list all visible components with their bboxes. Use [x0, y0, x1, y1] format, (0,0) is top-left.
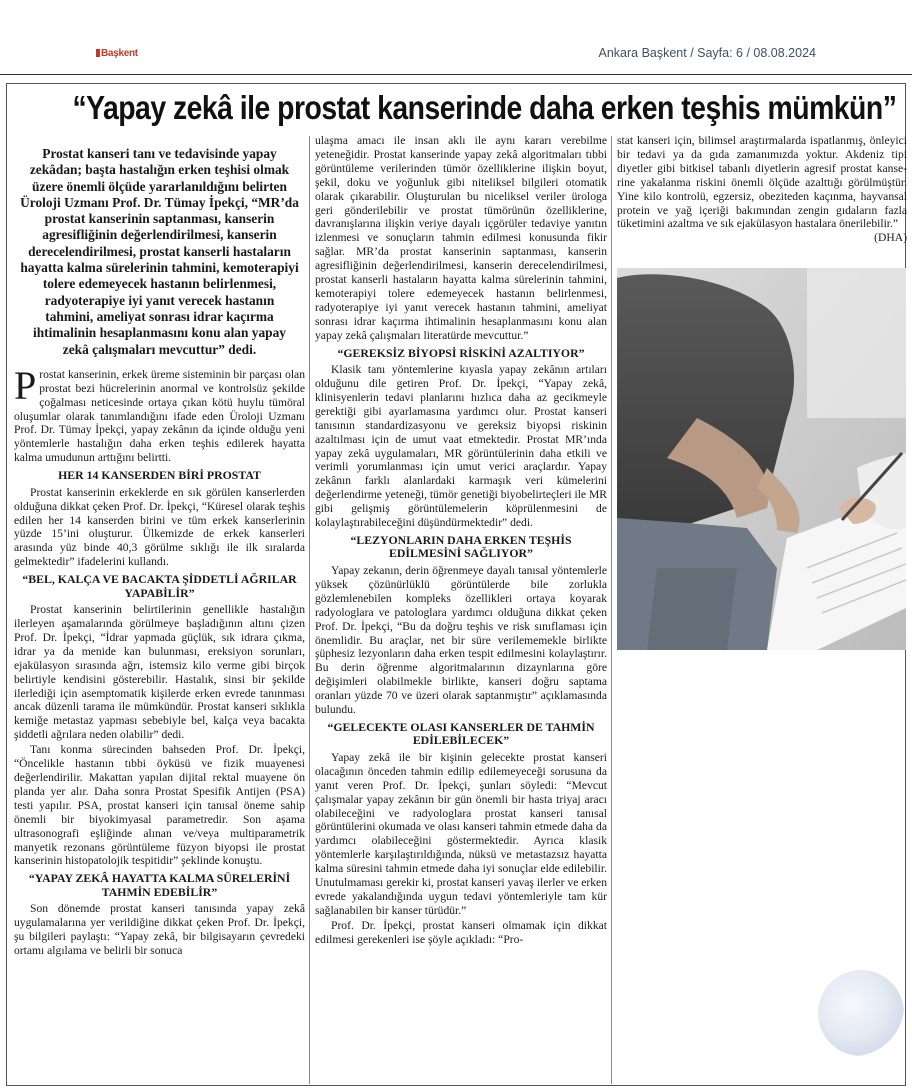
article-column-3	[617, 134, 907, 245]
article-headline: “Yapay zekâ ile prostat kanserinde daha erken teşhis mümkün”	[72, 89, 897, 126]
subheading: “GELECEKTE OLASI KANSERLER DE TAHMİN EDİLEBİLECEK”	[327, 719, 595, 748]
watermark-orb	[818, 970, 904, 1056]
body-paragraph: ulaşma amacı ile insan aklı ile aynı kararı verebilme yeteneğidir. Prostat kanserinde yapay zekâ algoritmaları tıbbi görüntüleme verilerinden tümör özelliklerine ilişkin boyut, şekil, doku ve yoğunluk gibi niteliksel bilgileri otomatik olarak çıkarabilir. Oluşturulan bu niceliksel veriler ürologa geri gönderilebilir ve prostat tümörünün özelliklerine, davranışlarına ilişkin veriye dayalı içgörüler tedaviye yanıtın izlenmesi ve sonuçların tahmin edilmesi konusunda fikir sağlar. MR’da prostat kanserinin saptanması, kanserin agresifliğinin değerlendirilmesi, kanserin derecelendirilmesi, prostat kanserli hastaların hayatta kalma sürelerinin tahmini, kemoterapiyi tolere edemeyecek hastanın belirlenmesi, radyoterapiye iyi yanıt verecek hastanın tahmini, ameliyat sonrası idrar kaçırma ihtimalinin hesaplanmasını konu alan yapay zekâ çalışmaları literatürde mevcuttur.”	[315, 134, 607, 342]
subheading: HER 14 KANSERDEN BİRİ PROSTAT	[58, 468, 261, 483]
article-column-2	[315, 134, 607, 948]
body-paragraph: Tanı konma sürecinden bahseden Prof. Dr. İpekçi, “Öncelikle hastanın tıbbi öyküsü ve fizik muayenesi değerlendirilir. Makattan yapılan dijital rektal muayene ön planda yer alır. Daha sonra Prostat Spesifik Antijen (PSA) testi yapılır. PSA, prostat kanseri için tanısal öneme sahip önemli bir biyokimyasal parametredir. Son aşama ultrasonografi eşliğinde alınan ve/veya multiparametrik manyetik rezonans görüntüleme füzyon biyopsi ile prostat kanserinin histopatolojik tespitidir” şeklinde konuştu.	[14, 743, 305, 868]
intro-text: rostat kanserinin, erkek üreme sisteminin bir parçası olan prostat bezi hücrelerinin anormal ve kontrolsüz şekilde çoğalması neticesinde ortaya çıkan kötü huylu tümöral oluşumlar olarak tanımlandığını ifade eden Üroloji Uzmanı Prof. Dr. Tümay İpekçi, yapay zekânın da içinde olduğu yeni yöntemlerle hastalığın daha erken teşhis edilerek hayatta kalma umudunun arttığını belirtti.	[14, 367, 305, 465]
intro-paragraph	[14, 362, 305, 465]
body-paragraph: Yapay zekanın, derin öğrenmeye dayalı tanısal yöntemlerle yüksek çözünürlüklü görüntülerde bile zorlukla gözlemlenebilen kompleks özellikleri ortaya koyarak radyologlara ve patologlara yardımcı olduğuna dikkat çeken Prof. Dr. İpekçi, “Bu da doğru teşhis ve risk sınıflaması için önemlidir. Bu araçlar, net bir süre verilememekle birlikte şüphesiz lezyonların daha erken tespit edilmesini kolaylaştırır. Bu derin öğrenme algoritmalarının dizaynlarına göre değişimleri olabilmekle birlikte, kanseri doğru saptama oranları yüzde 70 ve üzeri olarak saptanmıştır” açıklamasında bulundu.	[315, 563, 607, 717]
newspaper-logo: Başkent	[96, 48, 138, 59]
article-lead: Prostat kanseri tanı ve tedavisinde yapay zekâdan; başta hastalığın erken teşhisi olmak üzere önemli ölçüde yararlanıldığını belirten Üroloji Uzmanı Prof. Dr. Tümay İpekçi, “MR’da prostat kanserinin saptanması, kanserin agresifliğinin değerlendirilmesi, kanserin derecelendirilmesi, prostat kanserli hastaların hayatta kalma sürelerinin tahmini, kemoterapiyi tolere edemeyecek hastanın belirlenmesi, radyoterapiye iyi yanıt verecek hastanın tahmini, ameliyat sonrası idrar kaçırma ihtimalinin hesaplanmasını konu alan yapay zekâ çalışmaları mevcuttur” dedi.	[20, 146, 299, 357]
subheading: “BEL, KALÇA VE BACAKTA ŞİDDETLİ AĞRILAR YAPABİLİR”	[22, 572, 297, 600]
subheading: “GEREKSİZ BİYOPSİ RİSKİNİ AZALTIYOR”	[337, 345, 585, 360]
article-photo	[617, 268, 906, 650]
drop-cap: P	[14, 362, 37, 408]
news-source: (DHA)	[874, 231, 907, 245]
subheading: “LEZYONLARIN DAHA ERKEN TEŞHİS EDİLMESİNİ SAĞLIYOR”	[350, 532, 572, 561]
article-column-1	[14, 146, 305, 959]
body-paragraph: Yapay zekâ ile bir kişinin gelecekte prostat kanseri olacağının önceden tahmin edilip edilemeyeceği sorusuna da yanıt veren Prof. Dr. İpekçi, şunları söyledi: “Mevcut çalışmalar yapay zekânın bir gün önemli bir hasta triyaj aracı olabileceğini ve radyologlara prostat kanseri tanısal görüntülerini okumada ve olası kanseri tahmin etmede daha da yardımcı olabileceğini göstermektedir. Ayrıca klasik yöntemlerle karşılaştırıldığında, nüksü ve metastazsız hayatta kalma süresini tahmin etmede daha iyi sonuçlar elde edilebilir. Unutulmaması gerekir ki, prostat kanseri yavaş ilerler ve erken evrede yakalandığında uygun tedavi yöntemleriyle tam kür sağlanabilen bir kanser türüdür.”	[315, 750, 607, 917]
body-paragraph: Prostat kanserinin erkeklerde en sık görülen kanserlerden olduğuna dikkat çeken Prof. Dr. İpekçi, “Küresel olarak teşhis edilen her 14 kanserden birini ve tüm erkek kanserlerinin yüzde 15’ini oluşturur. Ülkemizde de erkek kanserleri arasında yüz binde 40,3 görülme sıklığı ile ilk sıralarda gelmektedir” ifadelerini kullandı.	[14, 485, 305, 569]
publication-info: Ankara Başkent / Sayfa: 6 / 08.08.2024	[598, 46, 816, 60]
column-divider	[309, 136, 310, 1084]
header-divider	[0, 74, 912, 75]
body-paragraph: Prostat kanserinin belirtilerinin genellikle hastalığın ilerleyen aşamalarında görülmeye başladığının altını çizen Prof. Dr. İpekçi, “İdrar yapmada güçlük, sık idrara çıkma, idrar ya da menide kan bulunması, ereksiyon sorunları, ejakülasyon sırasında ağrı, istemsiz kilo verme gibi birçok belirtiyle kendisini gösterebilir. Hastalık, sinsi bir şekilde ilerlediği için asemptomatik kişilerde erken evrede tanınması ancak düzenli tarama ile mümkündür. Prostat kanseri sıklıkla kemiğe metastaz yapması sebebiyle bel, kalça veya bacakta şiddetli ağrılara neden olabilir” dedi.	[14, 603, 305, 742]
column-divider	[611, 136, 612, 1084]
body-paragraph: Klasik tanı yöntemlerine kıyasla yapay zekânın artıları olduğunu dile getiren Prof. Dr. İpekçi, “Yapay zekâ, klinisyenlerin tedavi planlarını hızlıca daha az gecikmeyle gerektiği gibi ayarlamasına yardımcı olur. Prostat kanseri tanısının standardizasyonu ve gereksiz biyopsi riskinin azaltılması için de umut vaat etmektedir. Prostat MR’ında yapay zekâ uygulamaları, MR görüntülerinin daha etkili ve verimli yorumlanması için umut verici araçlardır. Yapay zekânın farklı alanlardaki karmaşık veri kümelerini değerlendirme yeteneği, tümör genetiği biyobelirteçleri ile MR gibi gelişmiş görüntülemelerin köprülenmesini de kolaylaştırabileceğini düşündürmektedir” dedi.	[315, 363, 608, 530]
closing-text: stat kanseri için, bilimsel araştırmalarda ispatlanmış, önleyici bir tedavi ya da gıda zamanımızda yoktur. Akdeniz tipi diyetler gibi bitkisel tabanlı diyetlerin agresif prostat kanse- rine yakalanma riskini önemli ölçüde azalttığı görülmüştür. Yine kilo kontrolü, egzersiz, obeziteden kaçınma, hayvansal protein ve yağ içeriği bakımından zengin gıdaların fazla tüketimini azaltma ve sık ejakülasyon hastalara önerilebilir.”	[617, 134, 907, 231]
doctor-patient-illustration	[617, 268, 906, 650]
body-paragraph	[617, 134, 907, 245]
body-paragraph: Son dönemde prostat kanseri tanısında yapay zekâ uygulamalarına yer verildiğine dikkat çeken Prof. Dr. İpekçi, şu bilgileri paylaştı: “Yapay zekâ, bir bilgisayarın çevredeki ortamı algılama ve belirli bir sonuca	[14, 902, 305, 958]
subheading: “YAPAY ZEKÂ HAYATTA KALMA SÜRELERİNİ TAHMİN EDEBİLİR”	[28, 871, 291, 899]
body-paragraph: Prof. Dr. İpekçi, prostat kanseri olmamak için dikkat edilmesi gerekenleri ise şöyle açıkladı: “Pro-	[315, 918, 607, 946]
